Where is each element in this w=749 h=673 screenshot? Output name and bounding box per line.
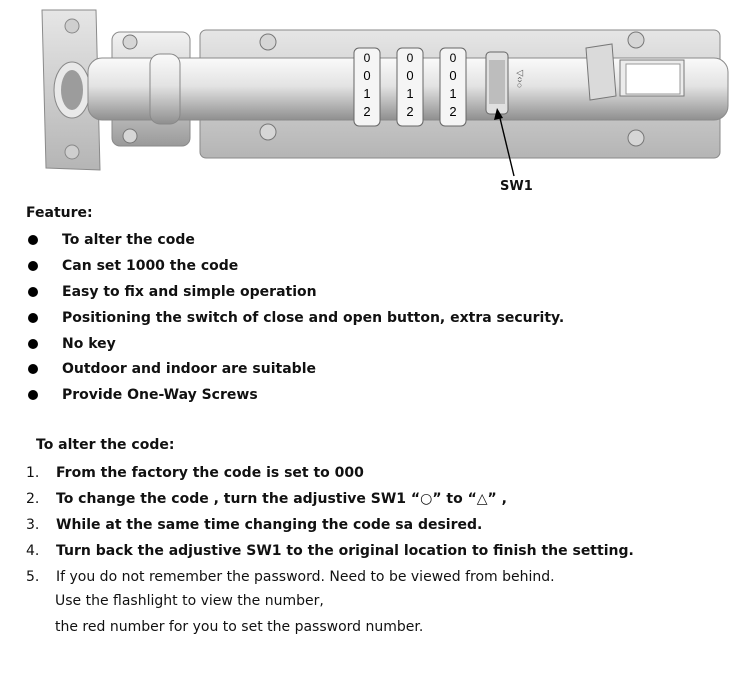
svg-text:0: 0 — [363, 51, 371, 65]
bullet-icon — [28, 339, 38, 349]
bullet-icon — [28, 287, 38, 297]
continuation-line: Use the flashlight to view the number, — [55, 593, 324, 609]
svg-text:0: 0 — [449, 51, 457, 65]
continuation-line: the red number for you to set the password number. — [55, 619, 424, 635]
bullet-icon — [28, 261, 38, 271]
combination-dial-1 — [354, 48, 380, 126]
sw1-label: SW1 — [500, 179, 533, 194]
feature-list — [26, 229, 564, 410]
lock-illustration — [0, 0, 749, 200]
svg-text:0: 0 — [406, 51, 414, 65]
step-item: 2. To change the code , turn the adjustive SW1 “○” to “△” , — [26, 491, 507, 507]
step-item: 3. While at the same time changing the code sa desired. — [26, 517, 483, 533]
svg-text:0: 0 — [449, 68, 457, 83]
list-item: No key — [26, 333, 564, 359]
steps-list — [26, 462, 634, 592]
list-item: Easy to fix and simple operation — [26, 281, 564, 307]
svg-text:0: 0 — [363, 68, 371, 83]
svg-text:1: 1 — [406, 86, 414, 101]
list-item: Outdoor and indoor are suitable — [26, 358, 564, 384]
svg-text:0: 0 — [406, 68, 414, 83]
list-item: To alter the code — [26, 229, 564, 255]
list-item: Positioning the switch of close and open button, extra security. — [26, 307, 564, 333]
feature-heading: Feature: — [26, 205, 93, 221]
svg-text:1: 1 — [449, 86, 457, 101]
bullet-icon — [28, 364, 38, 374]
svg-text:1: 1 — [363, 86, 371, 101]
combination-dial-3 — [440, 48, 466, 126]
svg-text:2: 2 — [363, 104, 371, 119]
step-item: 4. Turn back the adjustive SW1 to the original location to finish the setting. — [26, 543, 634, 559]
svg-text:2: 2 — [449, 104, 457, 119]
svg-text:○‹›△: ○‹›△ — [514, 69, 524, 88]
alter-code-heading: To alter the code: — [36, 437, 175, 453]
bullet-icon — [28, 390, 38, 400]
step-item: 1. From the factory the code is set to 000 — [26, 465, 364, 481]
bullet-icon — [28, 235, 38, 245]
bullet-icon — [28, 313, 38, 323]
svg-text:2: 2 — [406, 104, 414, 119]
step-item: 5. If you do not remember the password. Need to be viewed from behind. — [26, 569, 555, 585]
combination-dial-2 — [397, 48, 423, 126]
list-item: Can set 1000 the code — [26, 255, 564, 281]
list-item: Provide One-Way Screws — [26, 384, 564, 410]
